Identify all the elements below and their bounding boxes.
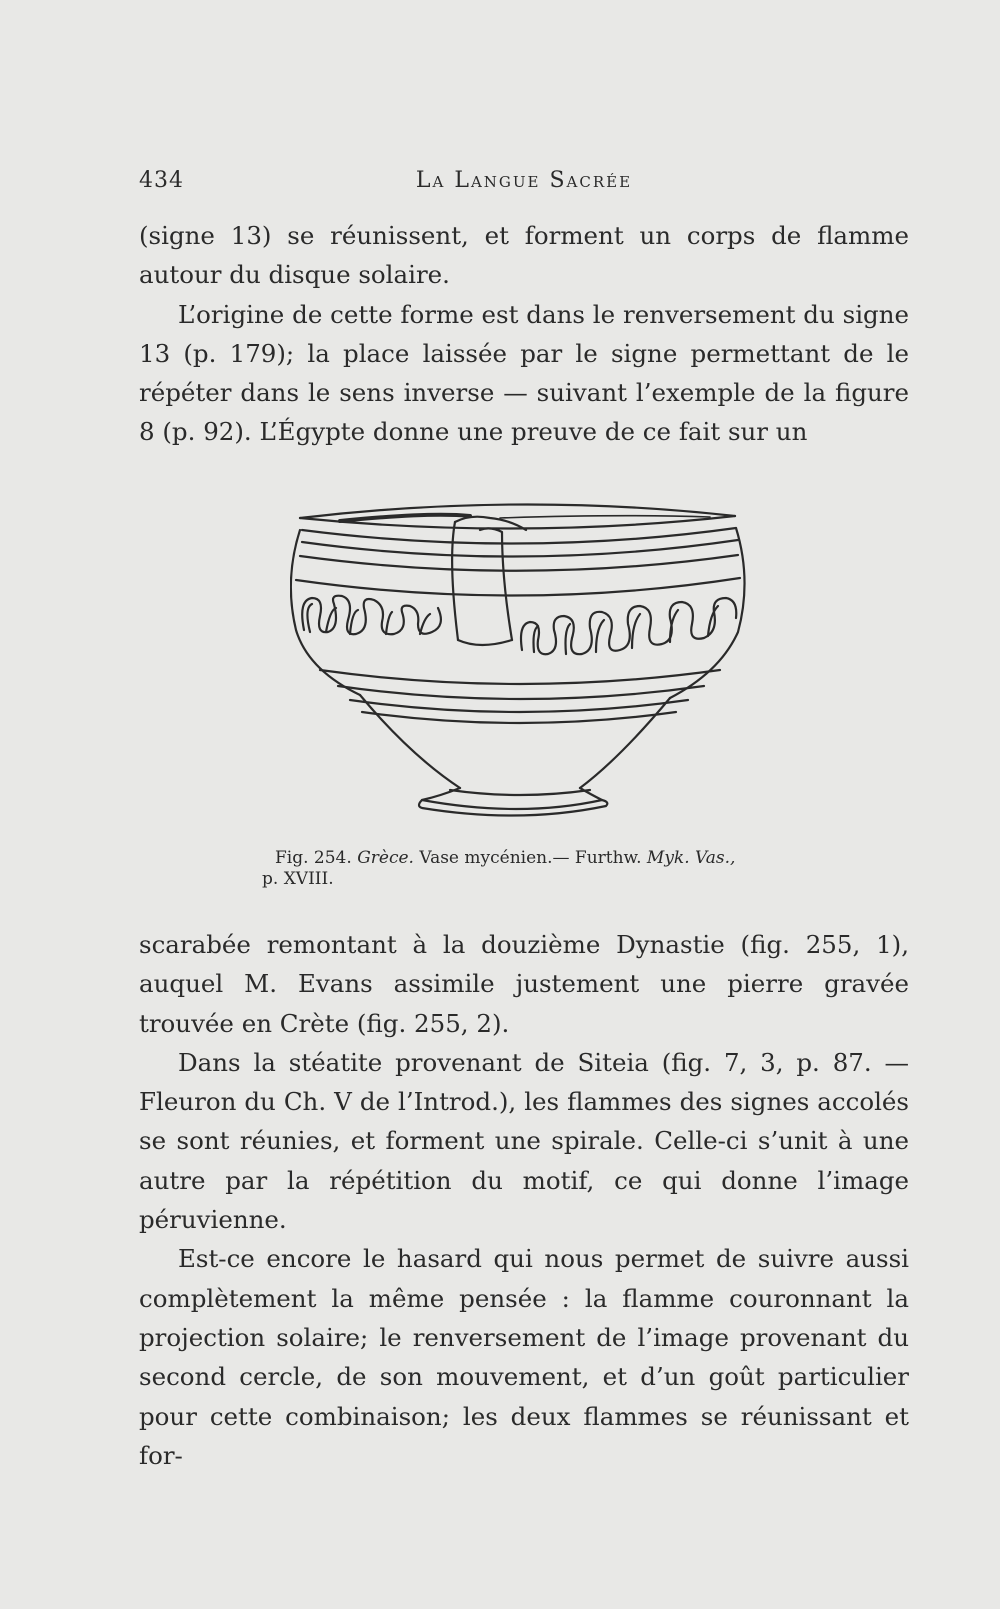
text-block-top (139, 216, 909, 452)
running-title: La Langue Sacrée (415, 168, 633, 193)
figure-caption (262, 848, 802, 890)
paragraph: scarabée remontant à la douzième Dynastie (fig. 255, 1), auquel M. Evans assimile justement une pierre gravée trouvée en Crète (fig. 255, 2). (139, 930, 909, 1038)
caption-reference: Myk. Vas., (646, 848, 736, 868)
vase-figure (290, 500, 760, 840)
paragraph: L’origine de cette forme est dans le renversement du signe 13 (p. 179); la place laissée par le signe permettant de le répéter dans le sens inverse — suivant l’exemple de la figure 8 (p. 92). L’Égypte donne une preuve de ce fait sur un (139, 299, 909, 447)
caption-place: Grèce. (357, 848, 414, 868)
page-number: 434 (139, 168, 184, 193)
caption-description: Vase mycénien.— Furthw. (419, 848, 642, 868)
paragraph: (signe 13) se réunissent, et forment un corps de flamme autour du disque solaire. (139, 221, 909, 290)
caption-fig-label: Fig. 254. (275, 848, 352, 868)
paragraph: Est-ce encore le hasard qui nous permet de suivre aussi complètement la même pensée : la flamme couronnant la projection solaire; le renversement de l’image provenant du second cercle, de son mouvement, et d’un goût particulier pour cette combinaison; les deux flammes se réunissant et for- (139, 1244, 909, 1470)
caption-line-2: p. XVIII. (262, 869, 334, 889)
paragraph: Dans la stéatite provenant de Siteia (fig. 7, 3, p. 87. — Fleuron du Ch. V de l’Introd.), les flammes des signes accolés se sont réunies, et forment une spirale. Celle-ci s’unit à une autre par la répétition du motif, ce qui donne l’image péruvienne. (139, 1047, 909, 1235)
text-block-bottom (139, 925, 909, 1475)
mycenaean-vase-illustration (290, 500, 760, 840)
caption-line-1 (262, 848, 802, 869)
running-header (139, 168, 909, 202)
